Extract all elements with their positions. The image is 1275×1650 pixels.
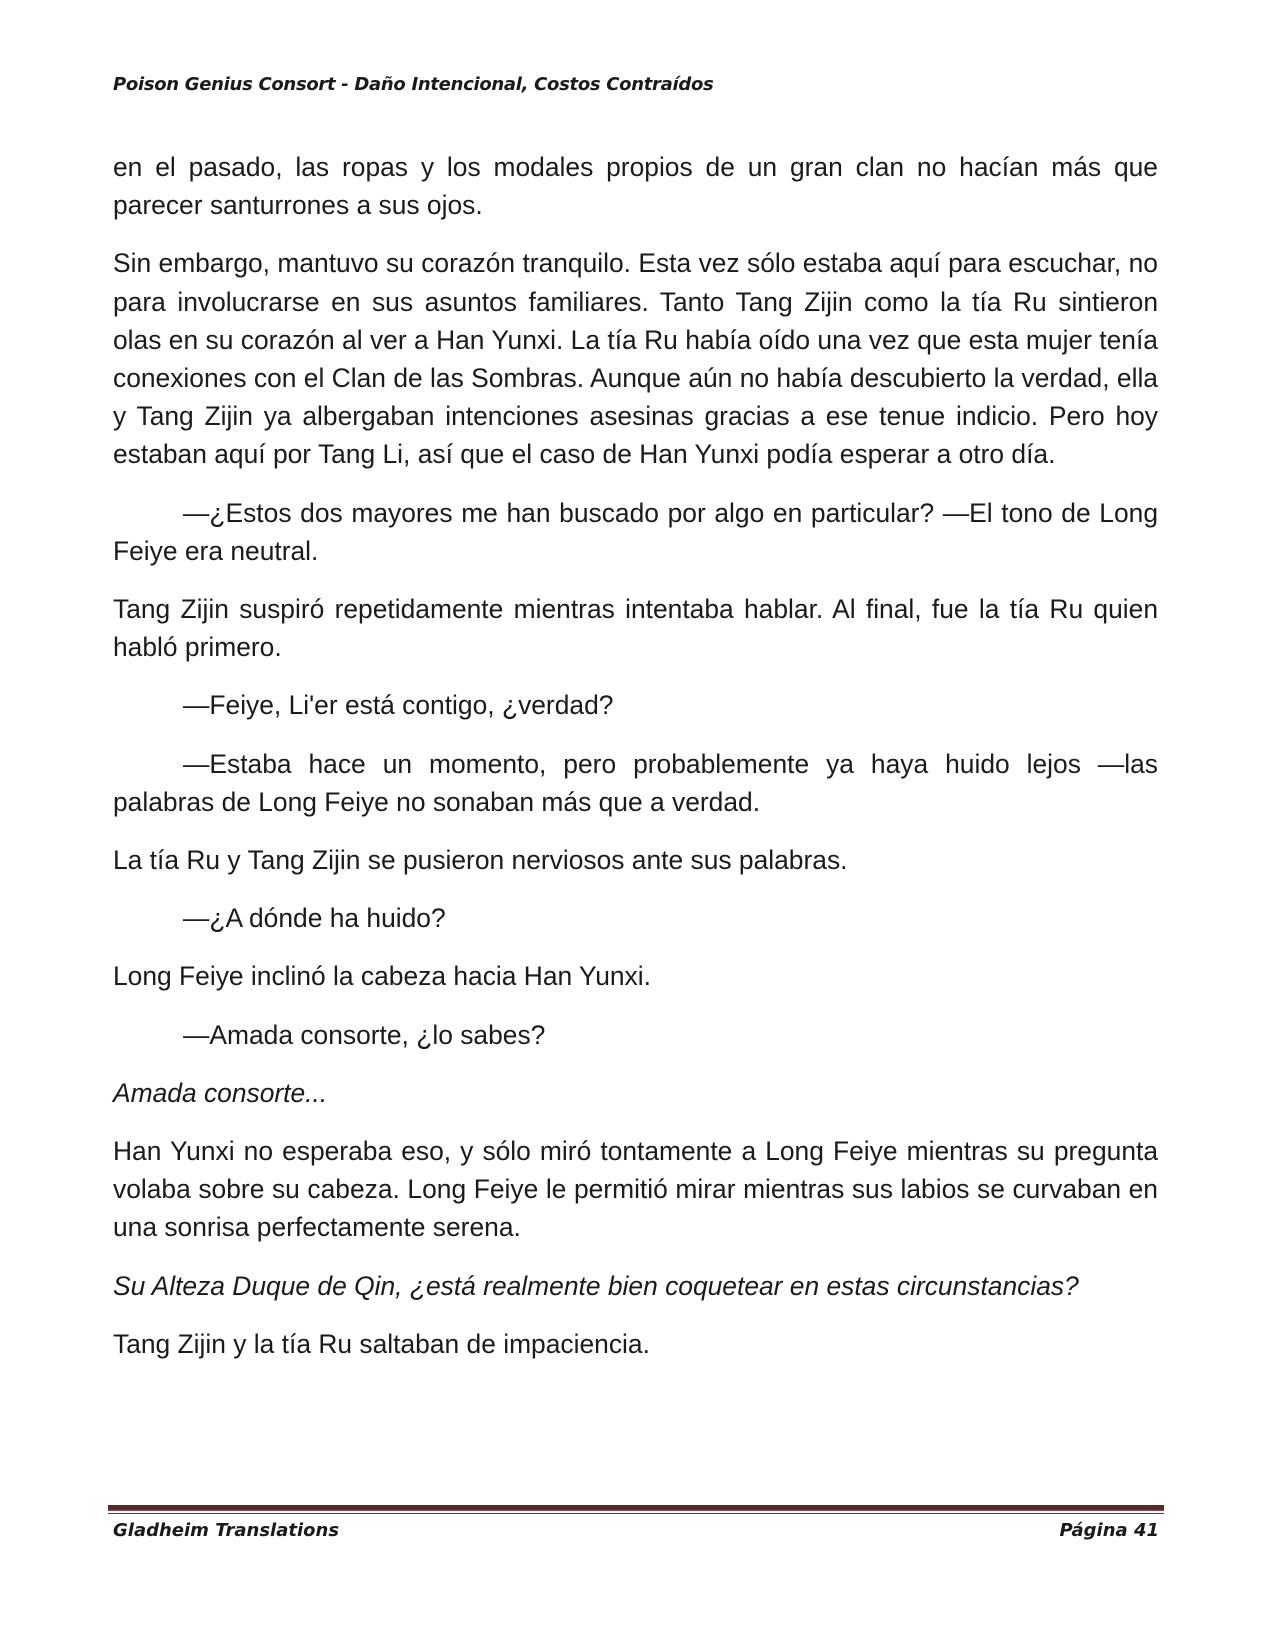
dialogue-paragraph: —Estaba hace un momento, pero probablemente ya haya huido lejos —las palabras de Long Feiye no sonaban más que a verdad. <box>113 748 1158 817</box>
body-text <box>113 148 1158 1383</box>
dialogue-paragraph: —Feiye, Li'er está contigo, ¿verdad? <box>183 690 614 721</box>
dialogue-paragraph: —¿Estos dos mayores me han buscado por algo en particular? —El tono de Long Feiye era neutral. <box>113 497 1158 566</box>
paragraph: en el pasado, las ropas y los modales propios de un gran clan no hacían más que parecer santurrones a sus ojos. <box>113 152 1158 221</box>
page-number: Página 41 <box>1059 1520 1159 1541</box>
footer-divider <box>108 1505 1164 1511</box>
footer-divider-thin <box>108 1513 1164 1514</box>
paragraph: La tía Ru y Tang Zijin se pusieron nerviosos ante sus palabras. <box>113 845 848 876</box>
paragraph: Tang Zijin y la tía Ru saltaban de impaciencia. <box>113 1328 650 1359</box>
footer-credit: Gladheim Translations <box>113 1520 340 1541</box>
paragraph: Sin embargo, mantuvo su corazón tranquilo. Esta vez sólo estaba aquí para escuchar, no para involucrarse en sus asuntos familiares. Tanto Tang Zijin como la tía Ru sintieron olas en su corazón al ver a Han Yunxi. La tía Ru había oído una vez que esta mujer tenía conexiones con el Clan de las Sombras. Aunque aún no había descubierto la verdad, ella y Tang Zijin ya albergaban intenciones asesinas gracias a ese tenue indicio. Pero hoy estaban aquí por Tang Li, así que el caso de Han Yunxi podía esperar a otro día. <box>113 248 1158 470</box>
dialogue-paragraph: —Amada consorte, ¿lo sabes? <box>183 1019 546 1050</box>
paragraph: Han Yunxi no esperaba eso, y sólo miró tontamente a Long Feiye mientras su pregunta volaba sobre su cabeza. Long Feiye le permitió mirar mientras sus labios se curvaban en una sonrisa perfectamente serena. <box>113 1136 1158 1243</box>
page-header-title: Poison Genius Consort - Daño Intencional, Costos Contraídos <box>113 74 714 95</box>
paragraph: Long Feiye inclinó la cabeza hacia Han Yunxi. <box>113 961 651 992</box>
italic-thought: Amada consorte... <box>113 1077 328 1108</box>
paragraph: Tang Zijin suspiró repetidamente mientras intentaba hablar. Al final, fue la tía Ru quien habló primero. <box>113 594 1158 663</box>
italic-thought: Su Alteza Duque de Qin, ¿está realmente bien coquetear en estas circunstancias? <box>113 1270 1079 1301</box>
dialogue-paragraph: —¿A dónde ha huido? <box>183 903 446 934</box>
